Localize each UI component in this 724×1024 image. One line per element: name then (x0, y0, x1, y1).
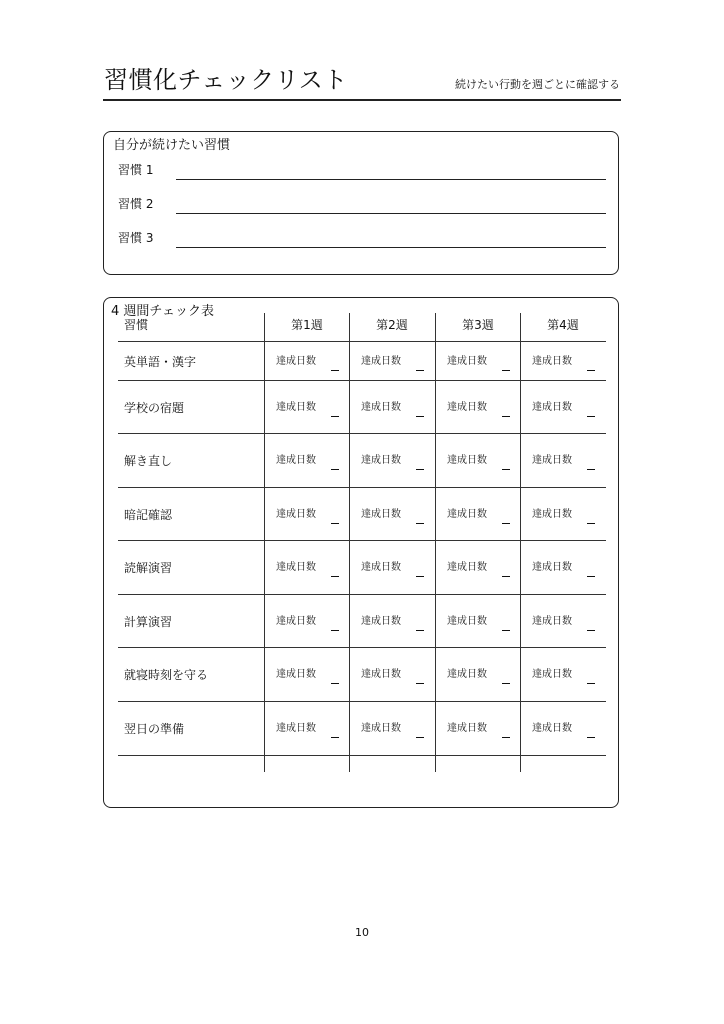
achieved-days-blank[interactable] (587, 737, 595, 738)
habit-1-label: 習慣 1 (118, 163, 154, 177)
achieved-days-label: 達成日数 (276, 401, 316, 413)
table-row-label: 暗記確認 (124, 507, 173, 522)
achieved-days-blank[interactable] (502, 630, 510, 631)
week-4-header: 第4週 (547, 318, 579, 332)
achieved-days-blank[interactable] (502, 469, 510, 470)
achieved-days-label: 達成日数 (532, 508, 572, 520)
achieved-days-label: 達成日数 (447, 669, 487, 680)
table-row-divider (118, 701, 606, 702)
achieved-days-label: 達成日数 (532, 723, 572, 734)
achieved-days-blank[interactable] (587, 683, 595, 684)
achieved-days-blank[interactable] (416, 576, 424, 577)
achieved-days-blank[interactable] (587, 576, 595, 577)
achieved-days-blank[interactable] (416, 469, 424, 470)
achieved-days-blank[interactable] (502, 576, 510, 577)
habit-column-header: 習慣 (124, 318, 149, 332)
week-3-header: 第3週 (462, 318, 494, 332)
achieved-days-label: 達成日数 (361, 562, 401, 573)
page-title: 習慣化チェックリスト (104, 66, 348, 94)
achieved-days-label: 達成日数 (361, 723, 401, 734)
table-row-label: 計算演習 (124, 614, 173, 629)
achieved-days-blank[interactable] (331, 469, 339, 470)
habits-box (103, 131, 619, 275)
habit-3-label: 習慣 3 (118, 231, 154, 245)
achieved-days-blank[interactable] (416, 523, 424, 524)
achieved-days-label: 達成日数 (532, 455, 572, 466)
achieved-days-label: 達成日数 (447, 615, 487, 627)
achieved-days-blank[interactable] (331, 523, 339, 524)
achieved-days-label: 達成日数 (276, 355, 316, 367)
achieved-days-label: 達成日数 (276, 455, 316, 466)
week-2-header: 第2週 (376, 318, 408, 332)
achieved-days-label: 達成日数 (276, 723, 316, 734)
table-row-divider (118, 341, 606, 342)
achieved-days-blank[interactable] (502, 683, 510, 684)
table-row-label: 読解演習 (124, 561, 173, 575)
table-row-divider (118, 433, 606, 434)
achieved-days-label: 達成日数 (447, 455, 487, 466)
achieved-days-label: 達成日数 (276, 508, 316, 520)
achieved-days-label: 達成日数 (532, 401, 572, 413)
achieved-days-label: 達成日数 (276, 615, 316, 627)
achieved-days-label: 達成日数 (447, 508, 487, 520)
table-row-divider (118, 647, 606, 648)
achieved-days-label: 達成日数 (361, 455, 401, 466)
habits-box-title: 自分が続けたい習慣 (113, 138, 231, 153)
achieved-days-blank[interactable] (331, 370, 339, 371)
achieved-days-blank[interactable] (331, 576, 339, 577)
achieved-days-label: 達成日数 (447, 723, 487, 734)
achieved-days-label: 達成日数 (361, 401, 401, 413)
table-row-label: 就寝時刻を守る (124, 668, 209, 682)
achieved-days-blank[interactable] (331, 416, 339, 417)
achieved-days-label: 達成日数 (532, 615, 572, 627)
table-row-label: 英単語・漢字 (124, 354, 197, 369)
achieved-days-label: 達成日数 (447, 355, 487, 367)
table-row-divider (118, 594, 606, 595)
achieved-days-blank[interactable] (331, 683, 339, 684)
table-row-divider (118, 487, 606, 488)
achieved-days-label: 達成日数 (532, 562, 572, 573)
table-column-divider (349, 313, 350, 772)
habit-2-write-line[interactable] (176, 213, 606, 214)
header-divider (103, 99, 621, 101)
page-number: 10 (355, 926, 369, 939)
achieved-days-blank[interactable] (587, 630, 595, 631)
achieved-days-label: 達成日数 (276, 562, 316, 573)
achieved-days-label: 達成日数 (361, 669, 401, 680)
achieved-days-label: 達成日数 (447, 562, 487, 573)
achieved-days-label: 達成日数 (532, 355, 572, 367)
table-row-label: 翌日の準備 (124, 722, 185, 736)
achieved-days-blank[interactable] (416, 416, 424, 417)
achieved-days-label: 達成日数 (276, 669, 316, 680)
weekly-check-title: 4 週間チェック表 (111, 304, 215, 319)
achieved-days-label: 達成日数 (361, 355, 401, 367)
achieved-days-blank[interactable] (587, 523, 595, 524)
habit-2-label: 習慣 2 (118, 197, 154, 211)
table-row-divider (118, 540, 606, 541)
achieved-days-blank[interactable] (587, 416, 595, 417)
achieved-days-label: 達成日数 (361, 508, 401, 520)
achieved-days-blank[interactable] (331, 737, 339, 738)
table-row-label: 解き直し (124, 454, 173, 468)
table-column-divider (435, 313, 436, 772)
habit-1-write-line[interactable] (176, 179, 606, 180)
table-column-divider (520, 313, 521, 772)
achieved-days-blank[interactable] (331, 630, 339, 631)
achieved-days-blank[interactable] (502, 523, 510, 524)
habit-3-write-line[interactable] (176, 247, 606, 248)
achieved-days-blank[interactable] (587, 469, 595, 470)
achieved-days-blank[interactable] (416, 737, 424, 738)
table-column-divider (264, 313, 265, 772)
achieved-days-blank[interactable] (502, 416, 510, 417)
week-1-header: 第1週 (291, 318, 323, 332)
achieved-days-blank[interactable] (416, 683, 424, 684)
table-row-divider (118, 755, 606, 756)
achieved-days-label: 達成日数 (361, 615, 401, 627)
achieved-days-blank[interactable] (587, 370, 595, 371)
achieved-days-blank[interactable] (502, 737, 510, 738)
achieved-days-blank[interactable] (502, 370, 510, 371)
achieved-days-blank[interactable] (416, 370, 424, 371)
achieved-days-blank[interactable] (416, 630, 424, 631)
achieved-days-label: 達成日数 (532, 669, 572, 680)
table-row-label: 学校の宿題 (124, 400, 185, 415)
page-subtitle: 続けたい行動を週ごとに確認する (455, 78, 620, 91)
achieved-days-label: 達成日数 (447, 401, 487, 413)
table-row-divider (118, 380, 606, 381)
